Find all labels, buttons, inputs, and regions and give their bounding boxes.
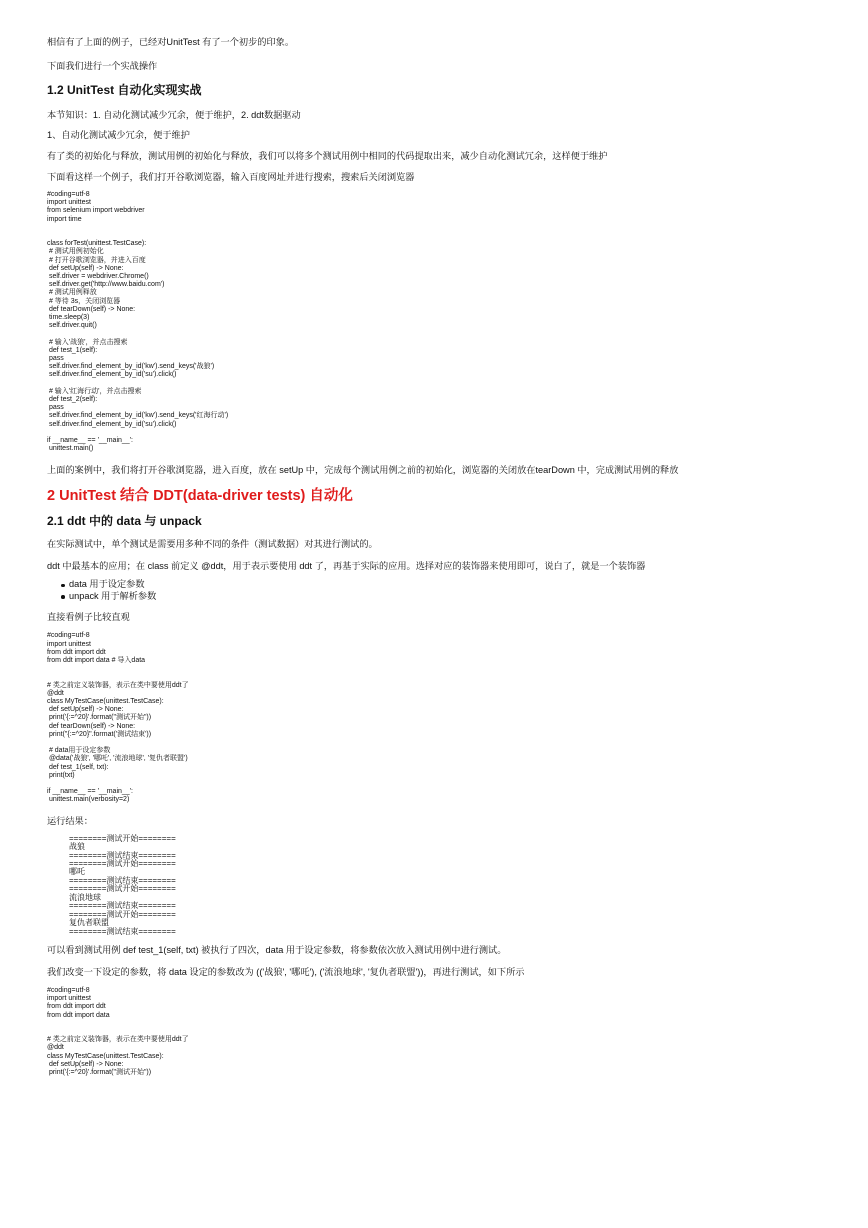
output-line: ========测试结束========	[69, 850, 176, 860]
section-2-heading: 2 UnitTest 结合 DDT(data-driver tests) 自动化	[47, 488, 353, 505]
code-line: @ddt	[47, 1044, 64, 1052]
section-2-1-heading: 2.1 ddt 中的 data 与 unpack	[47, 514, 202, 529]
code-line: #coding=utf-8	[47, 987, 90, 995]
point-1: 1、自动化测试减少冗余，便于维护	[47, 130, 190, 140]
code-line: class MyTestCase(unittest.TestCase):	[47, 1052, 164, 1060]
code-line	[47, 780, 837, 788]
code-line: if __name__ == '__main__':	[47, 437, 133, 445]
output-line: ========测试结束========	[69, 901, 176, 911]
code-line: # 输入'战狼'，并点击搜索	[47, 338, 128, 346]
output-line: 哪吒	[69, 867, 85, 877]
code-line: # 类之前定义装饰器，表示在类中要使用ddt了	[47, 1036, 189, 1044]
code-line: def tearDown(self) -> None:	[47, 722, 136, 730]
after-output-2: 我们改变一下设定的参数，将 data 设定的参数改为 (('战狼', '哪吒'), ('流浪地球', '复仇者联盟'))，再进行测试，如下所示	[47, 967, 525, 978]
output-line: ========测试开始========	[69, 833, 176, 843]
code-line	[47, 1020, 837, 1028]
code-line: self.driver = webdriver.Chrome()	[47, 273, 149, 280]
code-line: import unittest	[47, 199, 91, 207]
code-line: self.driver.get('http://www.baidu.com')	[47, 281, 165, 289]
code-line: self.driver.find_element_by_id('kw').send_keys('战狼')	[47, 363, 215, 371]
code-line: print('{:=^20}'.format("测试开始"))	[47, 714, 152, 722]
code-line: from ddt import ddt	[47, 1003, 106, 1011]
code-line	[47, 232, 837, 240]
code-line: # 测试用例初始化	[47, 248, 104, 256]
code-line: def tearDown(self) -> None:	[47, 305, 136, 313]
code-line: import unittest	[47, 640, 91, 648]
intro-line-2: 下面我们进行一个实战操作	[47, 61, 158, 71]
run-output	[47, 835, 837, 936]
code-line: import unittest	[47, 995, 91, 1003]
code-line: if __name__ == '__main__':	[47, 788, 133, 796]
code-line: time.sleep(3)	[47, 314, 90, 322]
code-line: self.driver.find_element_by_id('su').click()	[47, 371, 177, 379]
code-line: unittest.main()	[47, 445, 94, 453]
section-2-1-para-2: ddt 中最基本的应用；在 class 前定义 @ddt，用于表示要使用 ddt 了，再基于实际的应用。选择对应的装饰器来使用即可，说白了，就是一个装饰器	[47, 561, 646, 572]
code-line: self.driver.quit()	[47, 322, 97, 330]
code-line: self.driver.find_element_by_id('kw').send_keys('红海行动')	[47, 412, 229, 420]
code-line	[47, 665, 837, 673]
output-line: ========测试结束========	[69, 926, 176, 936]
code-line: @ddt	[47, 689, 64, 697]
code-line: def test_1(self, txt):	[47, 763, 109, 771]
code-line	[47, 673, 837, 681]
code-line: #coding=utf-8	[47, 191, 90, 198]
section-1-2-heading: 1.2 UnitTest 自动化实现实战	[47, 83, 202, 97]
code-line: class forTest(unittest.TestCase):	[47, 240, 147, 248]
output-line: ========测试开始========	[69, 858, 176, 868]
code-line: def test_1(self):	[47, 346, 98, 354]
code-line: # 打开谷歌浏览器，并进入百度	[47, 256, 146, 264]
code-line: # 测试用例释放	[47, 289, 97, 297]
output-line: 战狼	[69, 842, 85, 852]
result-label: 运行结果：	[47, 815, 93, 826]
output-line: ========测试结束========	[69, 875, 176, 885]
summary-paragraph: 上面的案例中，我们将打开谷歌浏览器，进入百度，放在 setUp 中，完成每个测试用例之前的初始化，浏览器的关闭放在tearDown 中，完成测试用例的释放	[47, 465, 679, 476]
code-line: from selenium import webdriver	[47, 207, 145, 215]
code-line: @data('战狼', '哪吒', '流浪地球', '复仇者联盟')	[47, 755, 188, 763]
section-2-1-para-1: 在实际测试中，单个测试是需要用多种不同的条件（测试数据）对其进行测试的。	[47, 539, 378, 550]
code-line: import time	[47, 215, 82, 223]
code-line: from ddt import data	[47, 1011, 110, 1019]
output-line: ========测试开始========	[69, 884, 176, 894]
code-line: # data用于设定参数	[47, 747, 111, 755]
output-line: 流浪地球	[69, 892, 101, 902]
list-item: unpack 用于解析参数	[47, 591, 837, 603]
code-line: from ddt import data # 导入data	[47, 657, 146, 665]
code-line: # 类之前定义装饰器，表示在类中要使用ddt了	[47, 681, 189, 689]
code-line	[47, 380, 837, 388]
code-line: from ddt import ddt	[47, 648, 106, 656]
code-line	[47, 739, 837, 747]
code-line: # 输入'红海行动'，并点击搜索	[47, 387, 142, 395]
after-output-1: 可以看到测试用例 def test_1(self, txt) 被执行了四次，data 用于设定参数，将参数依次放入测试用例中进行测试。	[47, 945, 507, 956]
list-item: data 用于设定参数	[47, 579, 837, 591]
code-line: pass	[47, 355, 64, 363]
code-line: print("{:=^20}".format('测试结束'))	[47, 730, 152, 738]
output-line: 复仇者联盟	[69, 918, 109, 928]
code-line: self.driver.find_element_by_id('su').click()	[47, 420, 177, 428]
code-line: #coding=utf-8	[47, 632, 90, 640]
code-line: unittest.main(verbosity=2)	[47, 796, 130, 804]
direct-example: 直接看例子比较直观	[47, 612, 130, 623]
example-intro: 下面看这样一个例子，我们打开谷歌浏览器，输入百度网址并进行搜索，搜索后关闭浏览器	[47, 172, 415, 182]
document-page	[47, 36, 837, 1077]
code-line	[47, 224, 837, 232]
code-block-ddt-2	[47, 987, 837, 1077]
point-1-desc: 有了类的初始化与释放，测试用例的初始化与释放，我们可以将多个测试用例中相同的代码提取出来，减少自动化测试冗余，这样便于维护	[47, 151, 608, 161]
code-block-selenium	[47, 191, 837, 453]
code-line: class MyTestCase(unittest.TestCase):	[47, 698, 164, 706]
code-block-ddt-1	[47, 632, 837, 804]
code-line: def setUp(self) -> None:	[47, 706, 124, 714]
code-line: print(txt)	[47, 771, 75, 779]
code-line: # 等待 3s，关闭浏览器	[47, 297, 121, 305]
code-line: def setUp(self) -> None:	[47, 1060, 124, 1068]
decorator-list	[47, 579, 837, 602]
code-line: pass	[47, 404, 64, 412]
code-line	[47, 429, 837, 437]
code-line: print('{:=^20}'.format("测试开始"))	[47, 1069, 152, 1077]
output-line: ========测试开始========	[69, 909, 176, 919]
code-line	[47, 330, 837, 338]
section-knowledge: 本节知识：1. 自动化测试减少冗余，便于维护，2. ddt数据驱动	[47, 110, 301, 120]
code-line: def test_2(self):	[47, 396, 98, 404]
code-line: def setUp(self) -> None:	[47, 264, 124, 272]
intro-line-1: 相信有了上面的例子，已经对UnitTest 有了一个初步的印象。	[47, 37, 295, 47]
